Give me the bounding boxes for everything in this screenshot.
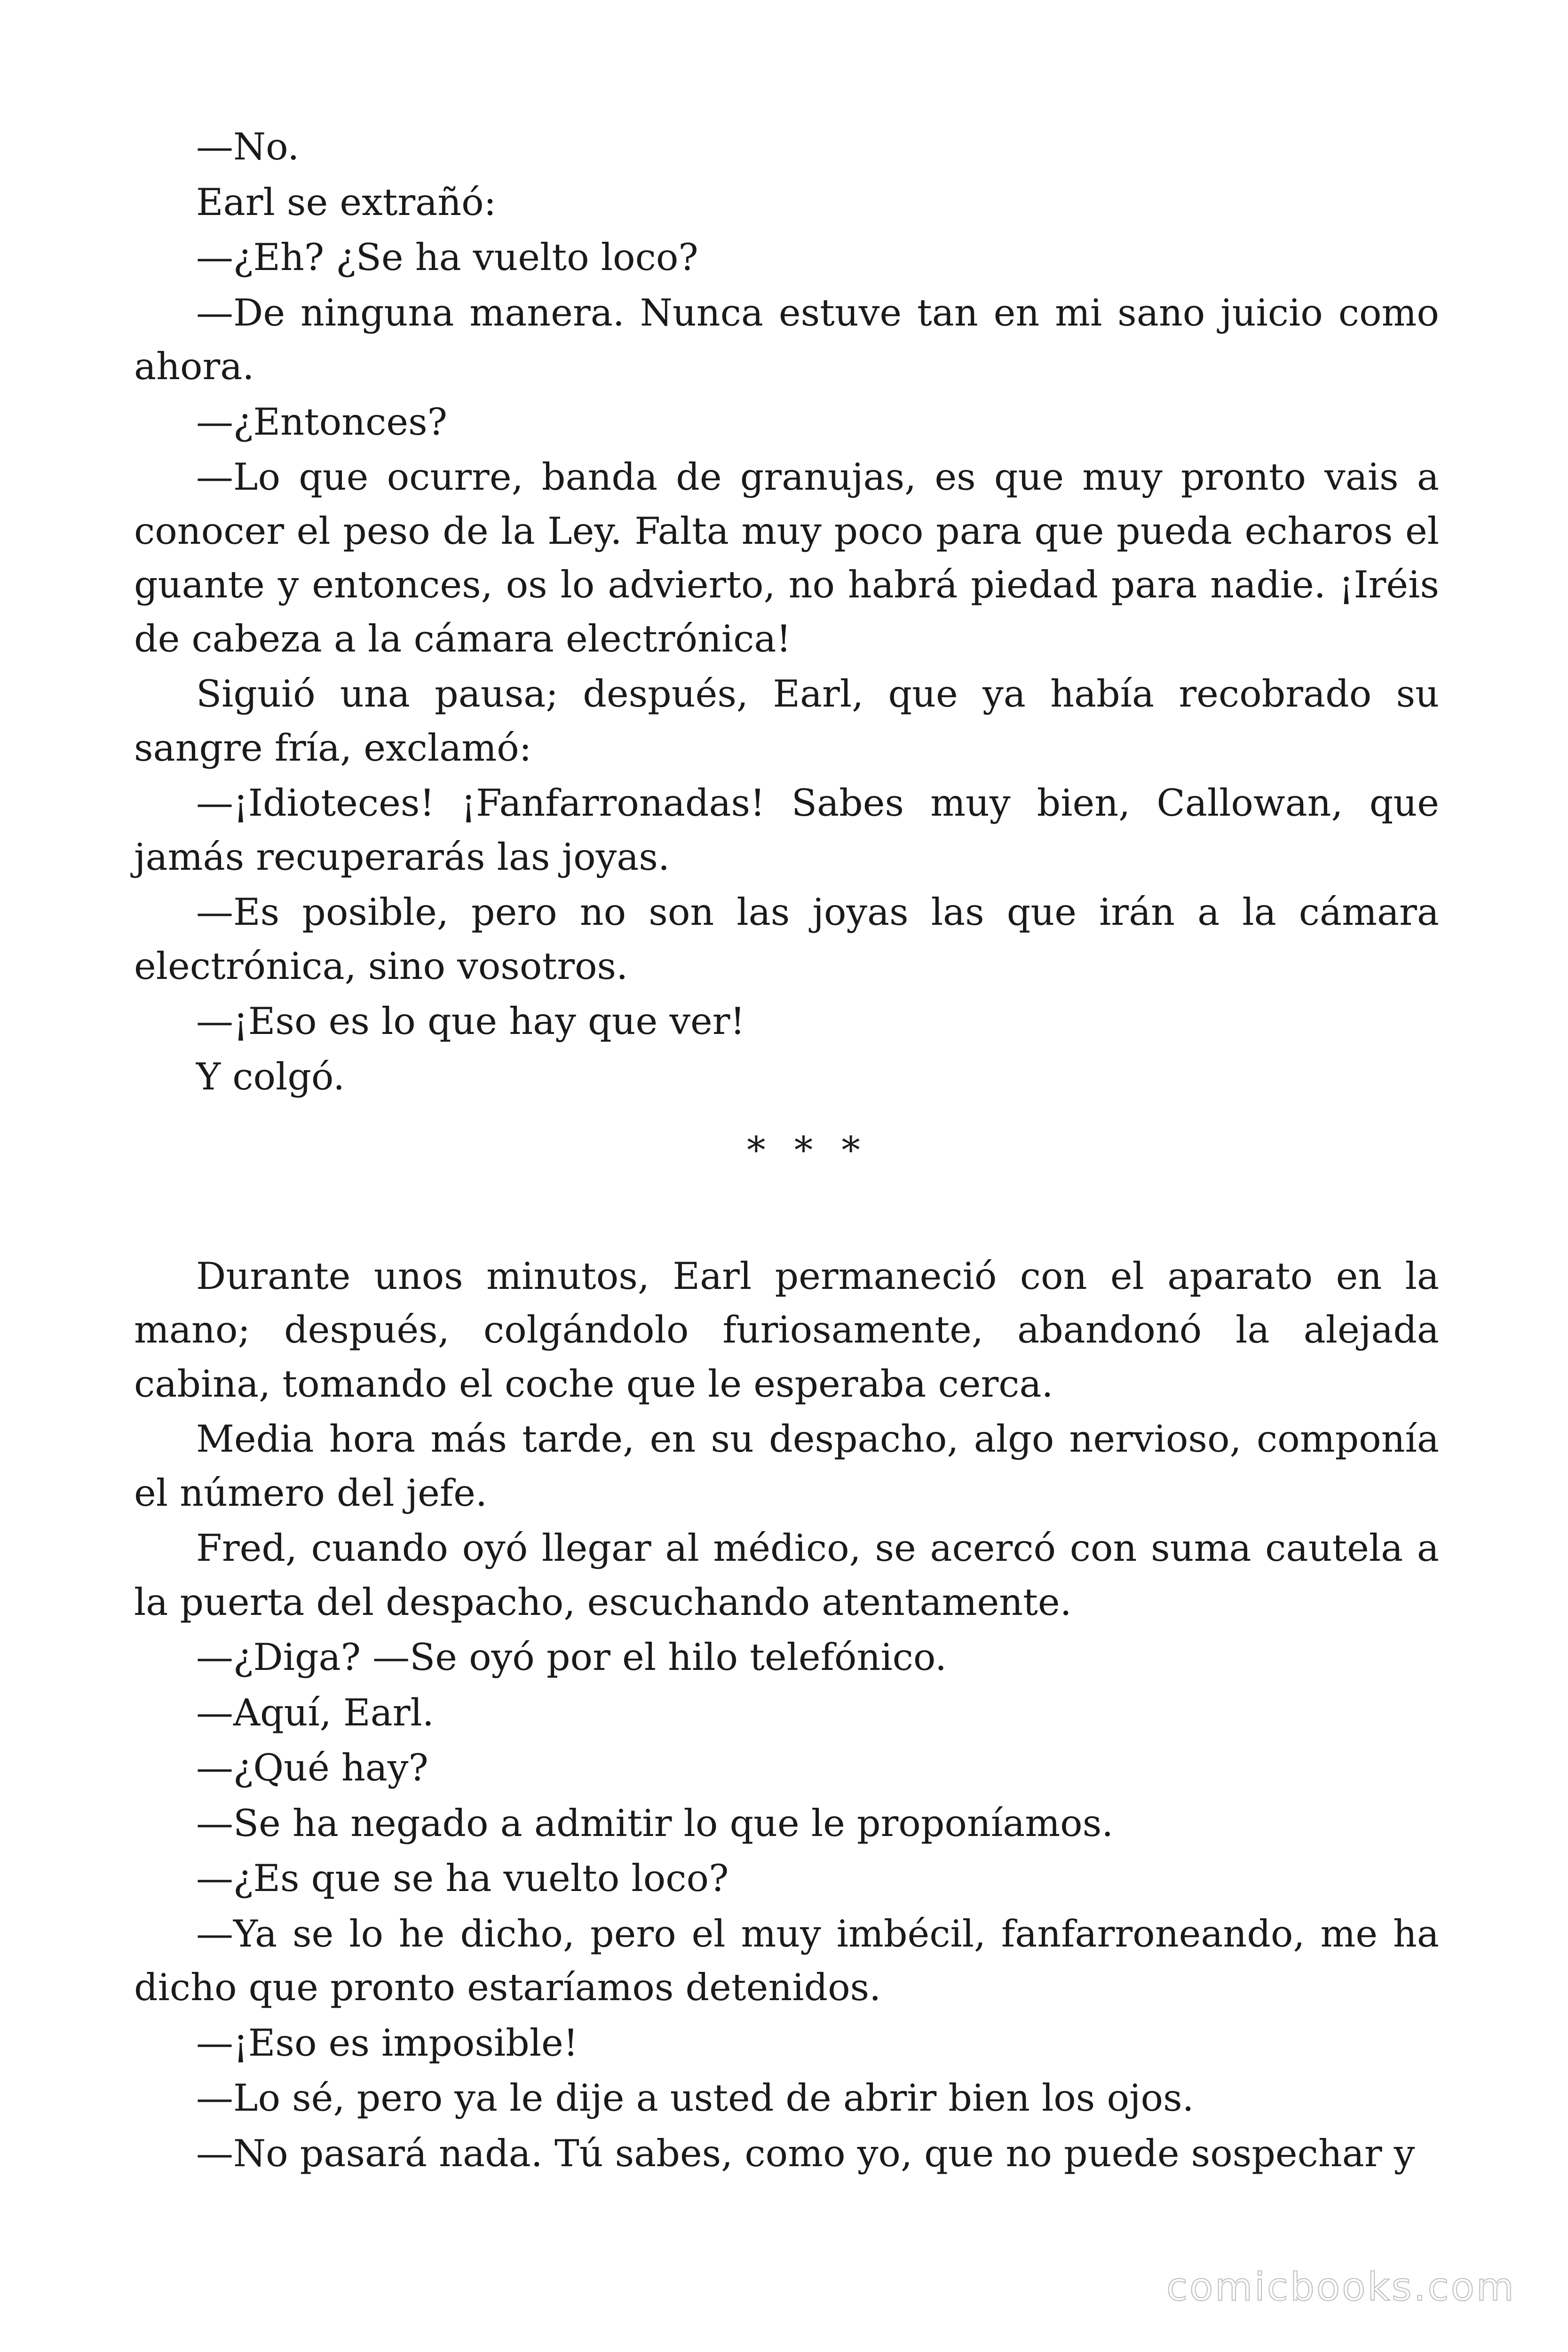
paragraph: Durante unos minutos, Earl permaneció con el aparato en la mano; después, colgándolo furiosamente, abandonó la alejada cabina, tomando el coche que le esperaba cerca. — [134, 1254, 1439, 1406]
paragraph: —¿Diga? —Se oyó por el hilo telefónico. — [196, 1636, 947, 1679]
paragraph: —Ya se lo he dicho, pero el muy imbécil, fanfarroneando, me ha dicho que pronto estaríamos detenidos. — [134, 1912, 1439, 2009]
paragraph: —¿Es que se ha vuelto loco? — [196, 1857, 729, 1900]
paragraph: —¿Eh? ¿Se ha vuelto loco? — [196, 236, 698, 279]
paragraph: —Lo que ocurre, banda de granujas, es que muy pronto vais a conocer el peso de la Ley. Falta muy poco para que pueda echaros el guante y entonces, os lo advierto, no habrá piedad para nadie. ¡Iréis de cabeza a la cámara electrónica! — [134, 455, 1439, 660]
paragraph: —Es posible, pero no son las joyas las que irán a la cámara electrónica, sino vosotros. — [134, 890, 1439, 988]
paragraph: —¡Idioteces! ¡Fanfarronadas! Sabes muy bien, Callowan, que jamás recuperarás las joyas. — [134, 781, 1439, 879]
paragraph: —No. — [196, 125, 300, 168]
paragraph: —Aquí, Earl. — [196, 1691, 434, 1734]
paragraph: Earl se extrañó: — [196, 180, 497, 224]
paragraph: Fred, cuando oyó llegar al médico, se acercó con suma cautela a la puerta del despacho, escuchando atentamente. — [134, 1526, 1439, 1624]
paragraph: —¡Eso es imposible! — [196, 2021, 578, 2065]
paragraph: Media hora más tarde, en su despacho, algo nervioso, componía el número del jefe. — [134, 1417, 1439, 1515]
paragraph: —¿Qué hay? — [196, 1746, 428, 1789]
book-page — [134, 120, 1439, 2182]
paragraph: —Se ha negado a admitir lo que le proponíamos. — [196, 1801, 1114, 1845]
paragraph: —No pasará nada. Tú sabes, como yo, que no puede sospechar y — [196, 2131, 1415, 2175]
paragraph: —¡Eso es lo que hay que ver! — [196, 1000, 745, 1043]
paragraph: —¿Entonces? — [196, 400, 447, 444]
section-separator: * * * — [747, 1128, 869, 1172]
paragraph: —Lo sé, pero ya le dije a usted de abrir bien los ojos. — [196, 2076, 1194, 2120]
paragraph: Y colgó. — [196, 1055, 345, 1098]
paragraph: —De ninguna manera. Nunca estuve tan en mi sano juicio como ahora. — [134, 291, 1439, 388]
paragraph: Siguió una pausa; después, Earl, que ya había recobrado su sangre fría, exclamó: — [134, 672, 1439, 770]
watermark: comicbooks.com — [1166, 2265, 1516, 2310]
